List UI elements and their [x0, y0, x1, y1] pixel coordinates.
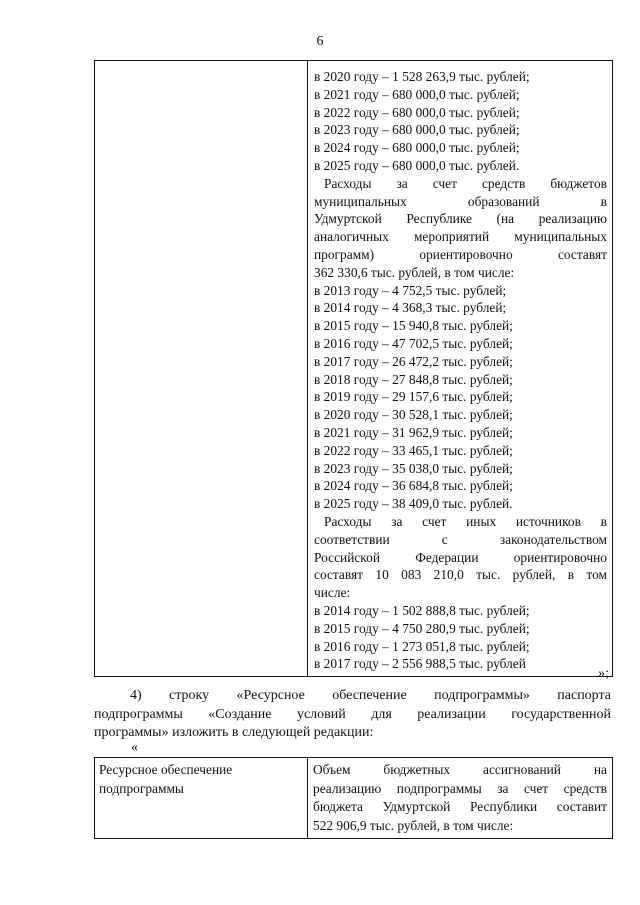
text-line: в 2022 году – 680 000,0 тыс. рублей; — [314, 104, 520, 120]
text-line: в 2025 году – 38 409,0 тыс. рублей. — [314, 496, 513, 512]
text-line: в 2024 году – 680 000,0 тыс. рублей; — [314, 140, 520, 156]
text-line: Расходы за счет иных источников в — [324, 513, 607, 529]
text-line: Объем бюджетных ассигнований на — [313, 762, 607, 777]
text-line: в 2014 году – 1 502 888,8 тыс. рублей; — [314, 602, 530, 618]
text-line: подпрограммы — [99, 780, 184, 796]
text-line: в 2013 году – 4 752,5 тыс. рублей; — [314, 282, 507, 298]
table-cell-label — [95, 758, 308, 839]
text-line: в 2014 году – 4 368,3 тыс. рублей; — [314, 300, 507, 316]
text-line: 522 906,9 тыс. рублей, в том числе: — [313, 817, 514, 833]
text-line: числе: — [314, 585, 351, 601]
text-line: подпрограммы «Создание условий для реализации государственной — [94, 706, 611, 722]
table-row — [95, 758, 613, 839]
text-line: 362 330,6 тыс. рублей, в том числе: — [314, 264, 515, 280]
amendment-paragraph — [94, 687, 611, 743]
text-line: в 2021 году – 680 000,0 тыс. рублей; — [314, 86, 520, 102]
text-line: в 2016 году – 47 702,5 тыс. рублей; — [314, 335, 513, 351]
text-line: в 2023 году – 35 038,0 тыс. рублей; — [314, 460, 513, 476]
text-line: Российской Федерации ориентировочно — [314, 549, 607, 565]
text-line: муниципальных образований в — [314, 193, 607, 209]
table-row — [95, 61, 613, 677]
text-line: в 2020 году – 1 528 263,9 тыс. рублей; — [314, 69, 530, 84]
text-line: в 2021 году – 31 962,9 тыс. рублей; — [314, 424, 513, 440]
text-line: в 2018 году – 27 848,8 тыс. рублей; — [314, 371, 513, 387]
text-line: в 2015 году – 15 940,8 тыс. рублей; — [314, 318, 513, 334]
text-line: Ресурсное обеспечение — [99, 762, 233, 777]
text-line: в 2016 году – 1 273 051,8 тыс. рублей; — [314, 638, 530, 654]
text-line: в 2023 году – 680 000,0 тыс. рублей; — [314, 122, 520, 138]
closing-quote: »; — [598, 666, 609, 681]
text-line: в 2019 году – 29 157,6 тыс. рублей; — [314, 389, 513, 405]
text-line: соответствии с законодательством — [314, 531, 607, 547]
text-line: Удмуртской Республике (на реализацию — [314, 211, 607, 227]
page-number: 6 — [316, 34, 324, 49]
text-line: в 2017 году – 26 472,2 тыс. рублей; — [314, 353, 513, 369]
text-line: программы» изложить в следующей редакции: — [94, 725, 374, 740]
opening-quote: « — [131, 740, 138, 755]
text-line: в 2025 году – 680 000,0 тыс. рублей. — [314, 157, 520, 173]
table-cell-funding-details — [308, 61, 613, 677]
text-line: в 2015 году – 4 750 280,9 тыс. рублей; — [314, 620, 530, 636]
table-cell-label — [95, 61, 308, 677]
resource-table-continued — [94, 60, 613, 677]
resource-table-new — [94, 757, 613, 839]
text-line: бюджета Удмуртской Республики составит — [313, 799, 607, 814]
text-line: составят 10 083 210,0 тыс. рублей, в том — [314, 567, 607, 583]
text-line: реализацию подпрограммы за счет средств — [313, 780, 607, 796]
text-line: в 2024 году – 36 684,8 тыс. рублей; — [314, 478, 513, 494]
text-line: в 2022 году – 33 465,1 тыс. рублей; — [314, 442, 513, 458]
text-line: программ) ориентировочно составят — [314, 246, 607, 262]
text-line: Расходы за счет средств бюджетов — [324, 175, 607, 191]
table-cell-funding-details — [308, 758, 613, 839]
text-line: в 2020 году – 30 528,1 тыс. рублей; — [314, 407, 513, 423]
text-line: в 2017 году – 2 556 988,5 тыс. рублей — [314, 656, 526, 672]
text-line: 4) строку «Ресурсное обеспечение подпрограммы» паспорта — [130, 688, 611, 703]
text-line: аналогичных мероприятий муниципальных — [314, 229, 607, 245]
